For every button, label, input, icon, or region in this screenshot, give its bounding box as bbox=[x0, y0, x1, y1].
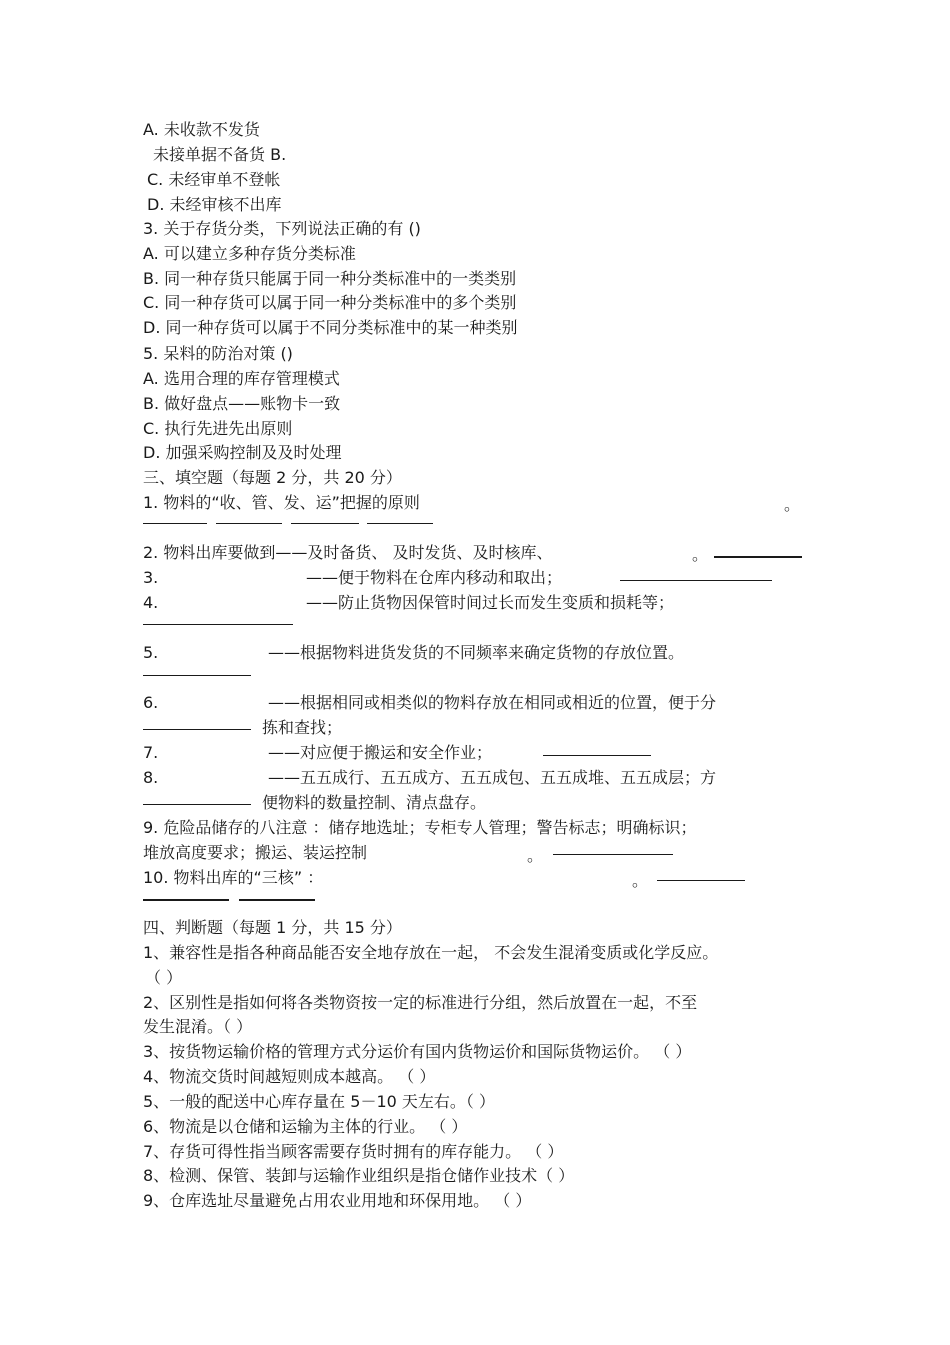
fill6-continuation: 拣和查找； bbox=[262, 718, 343, 737]
q5-option-a: A. 选用合理的库存管理模式 bbox=[143, 369, 340, 388]
judge5-text: 5、一般的配送中心库存量在 5－10 天左右。（ ） bbox=[143, 1092, 495, 1111]
q2-option-a: A. 未收款不发货 bbox=[143, 120, 260, 139]
judge1-text: 1、兼容性是指各种商品能否安全地存放在一起， 不会发生混淆变质或化学反应。 bbox=[143, 943, 719, 962]
fill2-text: 2. 物料出库要做到——及时备货、 及时发货、及时核库、 bbox=[143, 543, 553, 562]
fill1-blank-1[interactable] bbox=[143, 523, 207, 524]
fill9-continuation: 堆放高度要求；搬运、装运控制 bbox=[143, 843, 368, 862]
fill10-blank-2[interactable] bbox=[143, 899, 229, 901]
fill3-text: ——便于物料在仓库内移动和取出； bbox=[306, 568, 563, 587]
fill6-text: ——根据相同或相类似的物料存放在相同或相近的位置，便于分 bbox=[268, 693, 717, 712]
fill8-blank[interactable] bbox=[143, 804, 251, 805]
fill8-text: ——五五成行、五五成方、五五成包、五五成堆、五五成层；方 bbox=[268, 768, 717, 787]
fill3-blank[interactable] bbox=[620, 580, 772, 581]
q5-stem: 5. 呆料的防治对策 () bbox=[143, 344, 293, 363]
q3-option-c: C. 同一种存货可以属于同一种分类标准中的多个类别 bbox=[143, 293, 517, 312]
fill1-text: 1. 物料的“收、管、发、运”把握的原则 bbox=[143, 493, 420, 512]
fill10-blank-1[interactable] bbox=[657, 880, 745, 881]
judge3-text: 3、按货物运输价格的管理方式分运价有国内货物运价和国际货物运价。 （ ） bbox=[143, 1042, 692, 1061]
fill9-blank[interactable] bbox=[553, 854, 673, 855]
judge6-text: 6、物流是以仓储和运输为主体的行业。 （ ） bbox=[143, 1117, 468, 1136]
q3-option-a: A. 可以建立多种存货分类标准 bbox=[143, 244, 356, 263]
fill4-text: ——防止货物因保管时间过长而发生变质和损耗等； bbox=[306, 593, 675, 612]
fill1-end: 。 bbox=[784, 495, 801, 514]
fill9-end: 。 bbox=[527, 846, 544, 865]
fill1-blank-2[interactable] bbox=[216, 523, 282, 524]
q3-option-d: D. 同一种存货可以属于不同分类标准中的某一种类别 bbox=[143, 318, 518, 337]
fill8-number: 8. bbox=[143, 768, 159, 787]
fill5-text: ——根据物料进货发货的不同频率来确定货物的存放位置。 bbox=[268, 643, 685, 662]
q5-option-d: D. 加强采购控制及及时处理 bbox=[143, 443, 342, 462]
judge8-text: 8、检测、保管、装卸与运输作业组织是指仓储作业技术（ ） bbox=[143, 1166, 575, 1185]
q2-option-b: 未接单据不备货 B. bbox=[153, 145, 287, 164]
fill2-blank[interactable] bbox=[714, 556, 802, 558]
judge4-text: 4、物流交货时间越短则成本越高。 （ ） bbox=[143, 1067, 436, 1086]
fill10-end: 。 bbox=[632, 871, 649, 890]
q5-option-b: B. 做好盘点——账物卡一致 bbox=[143, 394, 341, 413]
judge1-answer-bracket[interactable]: （ ） bbox=[145, 968, 183, 987]
section3-heading: 三、填空题（每题 2 分，共 20 分） bbox=[143, 468, 402, 487]
fill5-number: 5. bbox=[143, 643, 159, 662]
q3-stem: 3. 关于存货分类，下列说法正确的有 () bbox=[143, 219, 421, 238]
fill7-text: ——对应便于搬运和安全作业； bbox=[268, 743, 493, 762]
fill10-blank-3[interactable] bbox=[239, 899, 315, 901]
fill8-continuation: 便物料的数量控制、清点盘存。 bbox=[262, 793, 487, 812]
fill4-number: 4. bbox=[143, 593, 159, 612]
judge7-text: 7、存货可得性指当顾客需要存货时拥有的库存能力。 （ ） bbox=[143, 1142, 564, 1161]
fill3-number: 3. bbox=[143, 568, 159, 587]
fill1-blank-4[interactable] bbox=[367, 523, 433, 524]
judge9-text: 9、仓库选址尽量避免占用农业用地和环保用地。 （ ） bbox=[143, 1191, 532, 1210]
section4-heading: 四、判断题（每题 1 分，共 15 分） bbox=[143, 918, 402, 937]
fill7-blank[interactable] bbox=[543, 755, 651, 756]
fill2-end: 。 bbox=[692, 545, 709, 564]
fill6-blank[interactable] bbox=[143, 729, 251, 730]
judge2-continuation: 发生混淆。（ ） bbox=[143, 1017, 253, 1036]
q2-option-d: D. 未经审核不出库 bbox=[147, 195, 282, 214]
fill7-number: 7. bbox=[143, 743, 159, 762]
q5-option-c: C. 执行先进先出原则 bbox=[143, 419, 293, 438]
fill9-text: 9. 危险品储存的八注意 ：储存地选址；专柜专人管理；警告标志；明确标识； bbox=[143, 818, 697, 837]
q3-option-b: B. 同一种存货只能属于同一种分类标准中的一类类别 bbox=[143, 269, 517, 288]
fill5-blank[interactable] bbox=[143, 675, 251, 676]
fill10-text: 10. 物料出库的“三核” ： bbox=[143, 868, 324, 887]
fill6-number: 6. bbox=[143, 693, 159, 712]
fill4-blank[interactable] bbox=[143, 624, 293, 625]
fill1-blank-3[interactable] bbox=[291, 523, 359, 524]
judge2-text: 2、区别性是指如何将各类物资按一定的标准进行分组，然后放置在一起，不至 bbox=[143, 993, 698, 1012]
q2-option-c: C. 未经审单不登帐 bbox=[147, 170, 281, 189]
